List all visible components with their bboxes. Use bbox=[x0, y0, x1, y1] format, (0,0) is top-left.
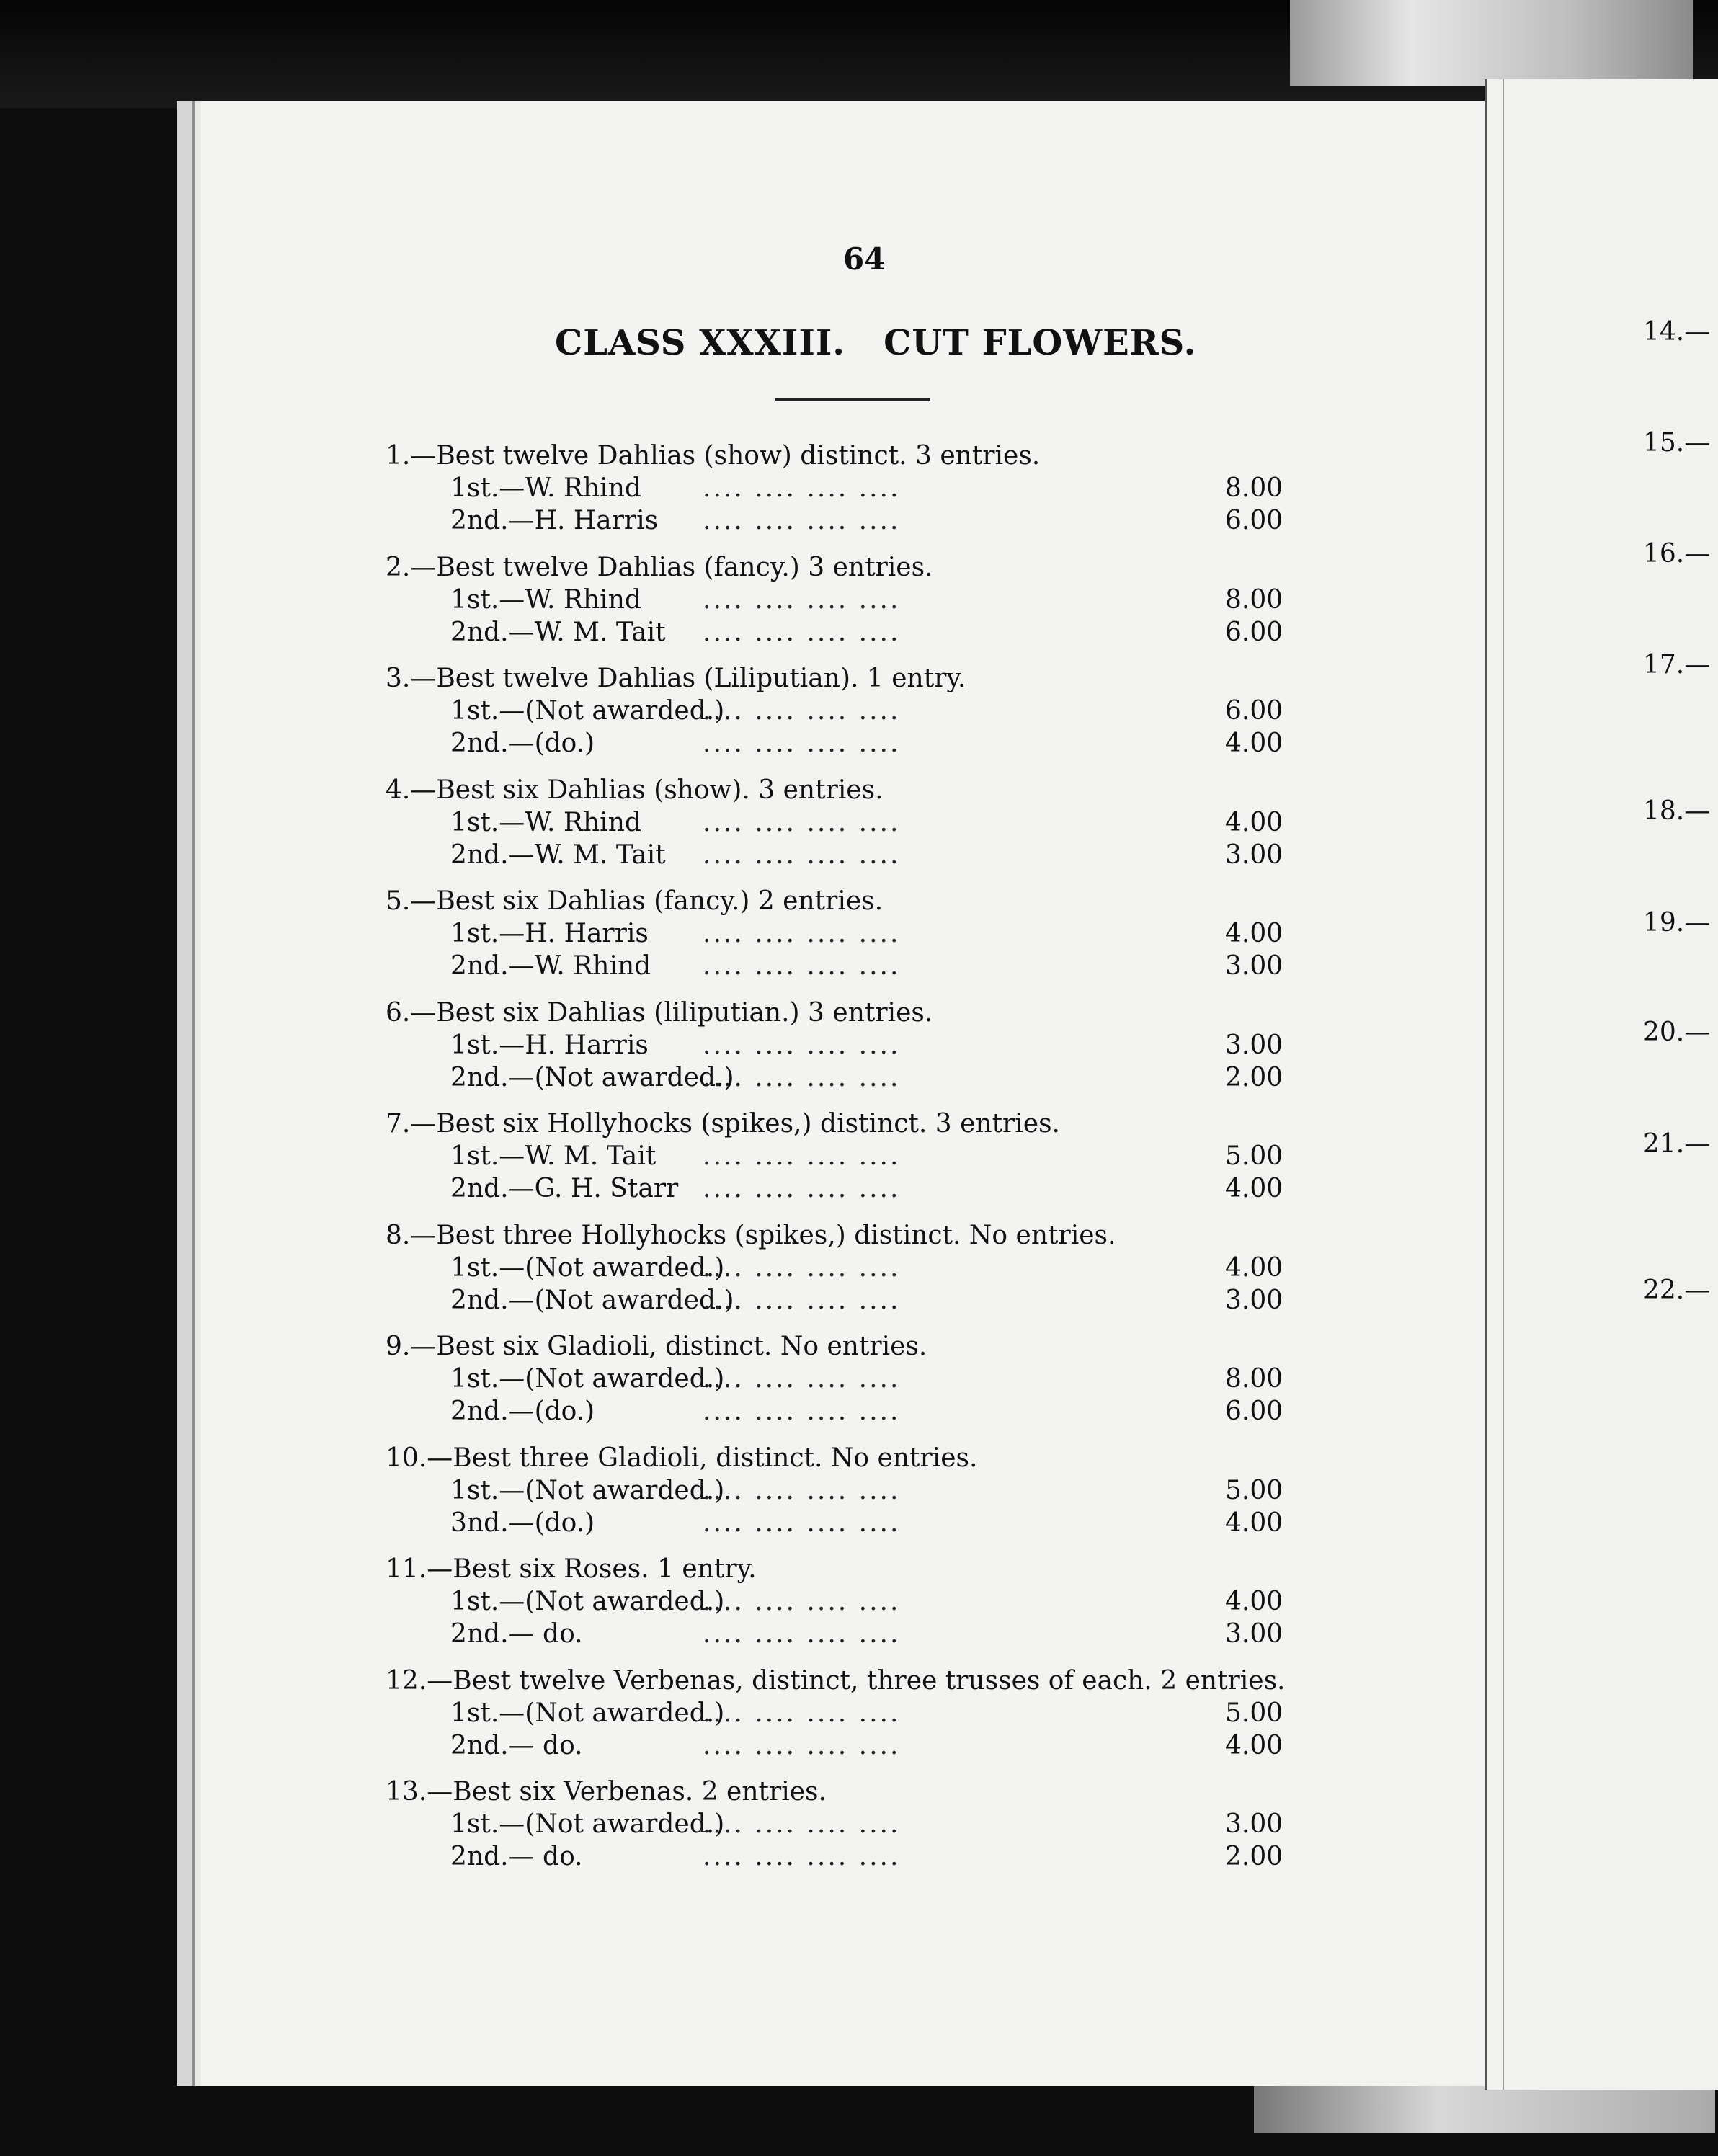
prize-amount: 4.00 bbox=[1225, 807, 1283, 837]
prize-place-label: 1st.—H. Harris bbox=[450, 1030, 649, 1060]
entry-heading: 10.—Best three Gladioli, distinct. No entries. bbox=[386, 1443, 978, 1473]
prize-amount: 6.00 bbox=[1225, 1396, 1283, 1426]
entry-heading: 4.—Best six Dahlias (show). 3 entries. bbox=[386, 775, 884, 805]
prize-amount: 6.00 bbox=[1225, 506, 1283, 535]
leader-dots: .... .... .... .... bbox=[703, 617, 901, 647]
leader-dots: .... .... .... .... bbox=[703, 1174, 901, 1203]
leader-dots: .... .... .... .... bbox=[703, 807, 901, 837]
binding-strip-top bbox=[1290, 0, 1693, 86]
prize-place-label: 1st.—W. Rhind bbox=[450, 473, 641, 503]
entry-heading: 8.—Best three Hollyhocks (spikes,) distinct. No entries. bbox=[386, 1220, 1116, 1250]
entry-heading: 6.—Best six Dahlias (liliputian.) 3 entries. bbox=[386, 997, 933, 1028]
prize-place-label: 2nd.—(Not awarded.) bbox=[450, 1062, 734, 1092]
prize-amount: 8.00 bbox=[1225, 473, 1283, 503]
prize-amount: 5.00 bbox=[1225, 1698, 1283, 1728]
leader-dots: .... .... .... .... bbox=[703, 1507, 901, 1538]
prize-place-label: 2nd.—H. Harris bbox=[450, 506, 659, 535]
prize-place-label: 1st.—(Not awarded.) bbox=[450, 1364, 725, 1394]
right-page-entry-number: 17.— bbox=[1643, 650, 1711, 680]
leader-dots: .... .... .... .... bbox=[703, 1364, 901, 1394]
prize-place-label: 1st.—H. Harris bbox=[450, 919, 649, 948]
leader-dots: .... .... .... .... bbox=[703, 1842, 901, 1871]
prize-place-label: 2nd.— do. bbox=[450, 1619, 583, 1649]
prize-place-label: 1st.—(Not awarded.) bbox=[450, 1698, 725, 1728]
prize-place-label: 2nd.—(Not awarded.) bbox=[450, 1285, 734, 1315]
prize-place-label: 2nd.—W. Rhind bbox=[450, 951, 651, 981]
leader-dots: .... .... .... .... bbox=[703, 1475, 901, 1505]
leader-dots: .... .... .... .... bbox=[703, 506, 901, 535]
leader-dots: .... .... .... .... bbox=[703, 1396, 901, 1426]
prize-place-label: 1st.—(Not awarded.) bbox=[450, 1252, 725, 1283]
prize-amount: 4.00 bbox=[1225, 1730, 1283, 1760]
entry-heading: 2.—Best twelve Dahlias (fancy.) 3 entries. bbox=[386, 552, 933, 582]
leader-dots: .... .... .... .... bbox=[703, 729, 901, 758]
prize-place-label: 1st.—W. Rhind bbox=[450, 807, 641, 837]
prize-place-label: 2nd.—G. H. Starr bbox=[450, 1174, 679, 1203]
prize-place-label: 1st.—(Not awarded.) bbox=[450, 1475, 725, 1505]
leader-dots: .... .... .... .... bbox=[703, 951, 901, 981]
prize-place-label: 2nd.—(do.) bbox=[450, 729, 595, 758]
prize-amount: 2.00 bbox=[1225, 1062, 1283, 1092]
right-page-entry-number: 16.— bbox=[1643, 539, 1711, 569]
right-page-entry-number: 19.— bbox=[1643, 908, 1711, 937]
prize-place-label: 2nd.—W. M. Tait bbox=[450, 839, 666, 870]
right-page bbox=[1485, 79, 1718, 2090]
leader-dots: .... .... .... .... bbox=[703, 696, 901, 726]
entry-heading: 3.—Best twelve Dahlias (Liliputian). 1 entry. bbox=[386, 664, 966, 693]
page-title: CLASS XXXIII. CUT FLOWERS. bbox=[555, 323, 1197, 363]
prize-amount: 4.00 bbox=[1225, 1252, 1283, 1283]
leader-dots: .... .... .... .... bbox=[703, 1285, 901, 1315]
leader-dots: .... .... .... .... bbox=[703, 1730, 901, 1760]
right-page-entry-number: 21.— bbox=[1643, 1129, 1711, 1159]
entry-heading: 5.—Best six Dahlias (fancy.) 2 entries. bbox=[386, 886, 884, 916]
prize-place-label: 1st.—W. M. Tait bbox=[450, 1141, 657, 1171]
prize-amount: 3.00 bbox=[1225, 1030, 1283, 1060]
prize-amount: 3.00 bbox=[1225, 1619, 1283, 1649]
right-page-entry-number: 22.— bbox=[1643, 1275, 1711, 1305]
leader-dots: .... .... .... .... bbox=[703, 473, 901, 503]
leader-dots: .... .... .... .... bbox=[703, 1030, 901, 1060]
prize-amount: 2.00 bbox=[1225, 1842, 1283, 1871]
prize-place-label: 2nd.— do. bbox=[450, 1842, 583, 1871]
page-number: 64 bbox=[843, 241, 886, 277]
title-divider bbox=[775, 398, 930, 401]
prize-amount: 8.00 bbox=[1225, 584, 1283, 615]
prize-amount: 3.00 bbox=[1225, 951, 1283, 981]
right-page-entry-number: 15.— bbox=[1643, 428, 1711, 458]
prize-amount: 6.00 bbox=[1225, 696, 1283, 726]
entry-heading: 1.—Best twelve Dahlias (show) distinct. 3 entries. bbox=[386, 441, 1041, 471]
prize-amount: 6.00 bbox=[1225, 617, 1283, 647]
leader-dots: .... .... .... .... bbox=[703, 839, 901, 870]
entry-heading: 9.—Best six Gladioli, distinct. No entries. bbox=[386, 1332, 927, 1361]
prize-amount: 8.00 bbox=[1225, 1364, 1283, 1394]
prize-amount: 5.00 bbox=[1225, 1141, 1283, 1171]
prize-place-label: 3nd.—(do.) bbox=[450, 1507, 595, 1538]
prize-place-label: 1st.—(Not awarded.) bbox=[450, 696, 725, 726]
prize-place-label: 2nd.—(do.) bbox=[450, 1396, 595, 1426]
entry-heading: 7.—Best six Hollyhocks (spikes,) distinct. 3 entries. bbox=[386, 1109, 1060, 1139]
prize-amount: 3.00 bbox=[1225, 1809, 1283, 1839]
prize-amount: 4.00 bbox=[1225, 1587, 1283, 1616]
prize-amount: 4.00 bbox=[1225, 1507, 1283, 1538]
right-page-entry-number: 20.— bbox=[1643, 1017, 1711, 1047]
leader-dots: .... .... .... .... bbox=[703, 919, 901, 948]
leader-dots: .... .... .... .... bbox=[703, 1698, 901, 1728]
prize-amount: 5.00 bbox=[1225, 1475, 1283, 1505]
page-gutter bbox=[1503, 79, 1504, 2090]
prize-amount: 4.00 bbox=[1225, 729, 1283, 758]
right-page-entry-number: 14.— bbox=[1643, 317, 1711, 347]
leader-dots: .... .... .... .... bbox=[703, 1587, 901, 1616]
leader-dots: .... .... .... .... bbox=[703, 1141, 901, 1171]
prize-amount: 4.00 bbox=[1225, 1174, 1283, 1203]
prize-place-label: 1st.—(Not awarded.) bbox=[450, 1809, 725, 1839]
prize-amount: 3.00 bbox=[1225, 839, 1283, 870]
leader-dots: .... .... .... .... bbox=[703, 1062, 901, 1092]
entry-heading: 11.—Best six Roses. 1 entry. bbox=[386, 1554, 757, 1584]
prize-amount: 3.00 bbox=[1225, 1285, 1283, 1315]
prize-amount: 4.00 bbox=[1225, 919, 1283, 948]
right-page-entry-number: 18.— bbox=[1643, 796, 1711, 826]
prize-place-label: 2nd.— do. bbox=[450, 1730, 583, 1760]
leader-dots: .... .... .... .... bbox=[703, 1809, 901, 1839]
prize-place-label: 1st.—(Not awarded.) bbox=[450, 1587, 725, 1616]
prize-place-label: 1st.—W. Rhind bbox=[450, 584, 641, 615]
entry-heading: 13.—Best six Verbenas. 2 entries. bbox=[386, 1777, 827, 1807]
leader-dots: .... .... .... .... bbox=[703, 1619, 901, 1649]
leader-dots: .... .... .... .... bbox=[703, 584, 901, 615]
leader-dots: .... .... .... .... bbox=[703, 1252, 901, 1283]
entry-heading: 12.—Best twelve Verbenas, distinct, three trusses of each. 2 entries. bbox=[386, 1665, 1286, 1696]
prize-place-label: 2nd.—W. M. Tait bbox=[450, 617, 666, 647]
